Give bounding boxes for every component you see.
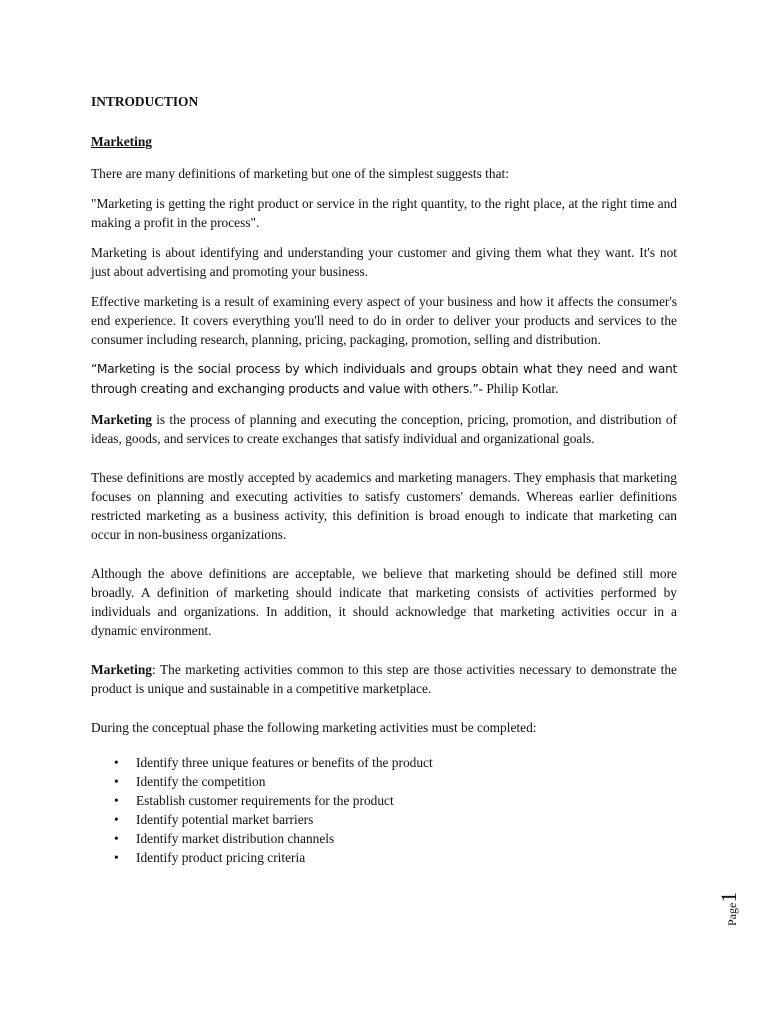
list-item: • Identify three unique features or benefits of the product [114, 755, 433, 770]
page-number-rotated [716, 892, 742, 926]
bullet-icon: • [114, 850, 119, 865]
list-item: • Identify market distribution channels [114, 831, 335, 846]
paragraph-effective-marketing: Effective marketing is a result of examining every aspect of your business and how it affects the consumer's end experience. It covers everything you'll need to do in order to deliver your products and services to the consumer including research, planning, pricing, packaging, promotion, selling and distribution. [91, 294, 677, 347]
paragraph-process-text: is the process of planning and executing the conception, pricing, promotion, and distribution of ideas, goods, and services to create exchanges that satisfy individual and organizational goals. [91, 412, 677, 446]
page-word: Page [725, 902, 739, 926]
list-item: • Identify product pricing criteria [114, 850, 306, 865]
page-number [718, 880, 746, 928]
paragraph-marketing-step [91, 660, 677, 698]
kotler-quote [91, 360, 677, 399]
bullet-icon: • [114, 812, 119, 827]
paragraph-broader-definition: Although the above definitions are acceptable, we believe that marketing should be defined still more broadly. A definition of marketing should indicate that marketing consists of activities performed by individuals and organizations. In addition, it should acknowledge that marketing activities occur in a dynamic environment. [91, 566, 677, 638]
bullet-icon: • [114, 755, 119, 770]
list-item: • Identify potential market barriers [114, 812, 314, 827]
bullet-icon: • [114, 831, 119, 846]
paragraph-definition-quote: "Marketing is getting the right product or service in the right quantity, to the right place, at the right time and making a profit in the process". [91, 196, 677, 230]
paragraph-accepted-definitions: These definitions are mostly accepted by academics and marketing managers. They emphasis that marketing focuses on planning and executing activities to satisfy customers' demands. Whereas earlier definitions restricted marketing as a business activity, this definition is broad enough to indicate that marketing can occur in non-business organizations. [91, 470, 677, 542]
quote-text: “Marketing is the social process by which individuals and groups obtain what they need and want through creating and exchanging products and value with others.” [91, 362, 677, 396]
paragraph-conceptual-phase: During the conceptual phase the following marketing activities must be completed: [91, 720, 537, 735]
paragraph-customer: Marketing is about identifying and understanding your customer and giving them what they want. It's not just about advertising and promoting your business. [91, 245, 677, 279]
list-item: • Establish customer requirements for the product [114, 793, 394, 808]
bullet-icon: • [114, 793, 119, 808]
list-item: • Identify the competition [114, 774, 266, 789]
paragraph-process-definition [91, 410, 677, 448]
bold-term-marketing: Marketing [91, 412, 152, 427]
document-title: INTRODUCTION [91, 94, 199, 109]
bullet-icon: • [114, 774, 119, 789]
quote-author: - Philip Kotlar. [478, 381, 559, 396]
section-heading-marketing: Marketing [91, 134, 152, 149]
paragraph-intro: There are many definitions of marketing but one of the simplest suggests that: [91, 166, 509, 181]
page-number-value: 1 [716, 891, 741, 903]
paragraph-step-text: : The marketing activities common to this step are those activities necessary to demonstrate the product is unique and sustainable in a competitive marketplace. [91, 662, 677, 696]
document-body [91, 92, 677, 867]
activities-list [91, 753, 677, 867]
bold-term-marketing-step: Marketing [91, 662, 152, 677]
